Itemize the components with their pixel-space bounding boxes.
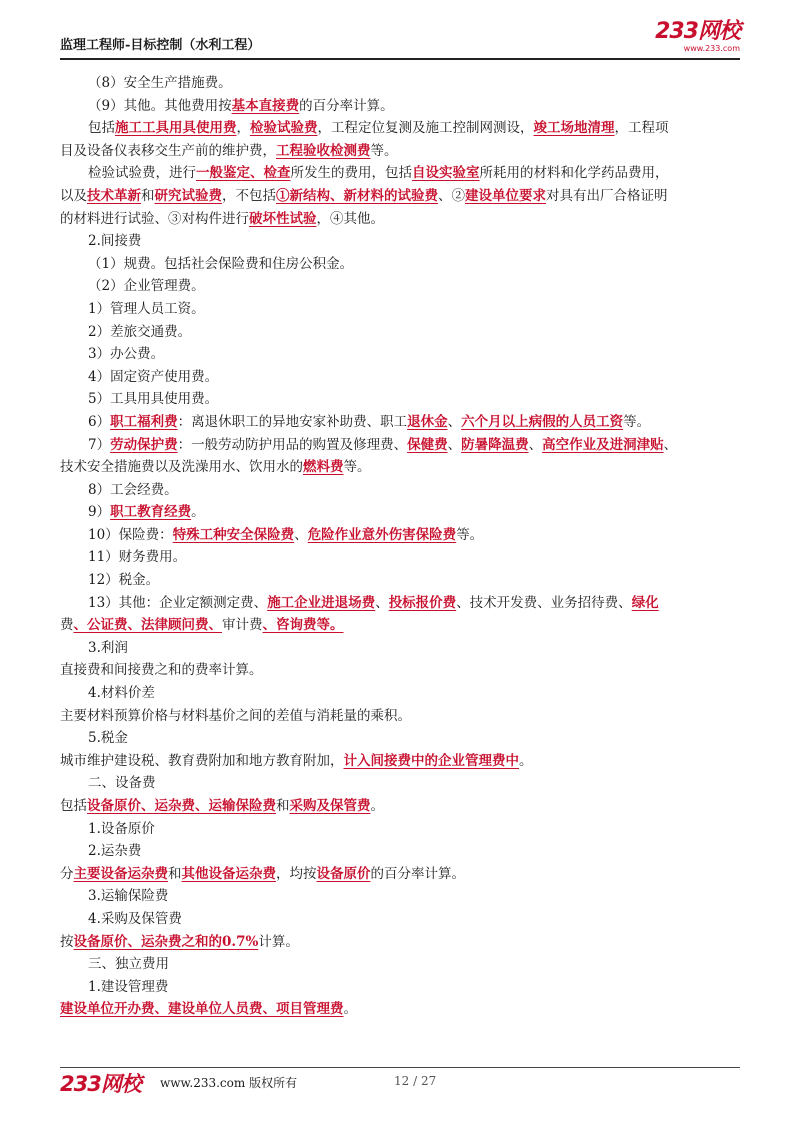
text-segment: 4.采购及保管费 <box>88 910 182 927</box>
brand-logo[interactable] <box>655 20 740 53</box>
highlighted-term: 特殊工种安全保险费 <box>172 526 295 543</box>
text-segment: 5）工具用具使用费。 <box>88 391 219 408</box>
text-segment: 3.运输保险费 <box>88 888 169 905</box>
list-item <box>60 546 740 569</box>
text-segment: 技术安全措施费以及洗澡用水、饮用水的 <box>60 459 303 476</box>
text-segment: 二、设备费 <box>88 775 156 792</box>
text-line <box>60 275 740 298</box>
list-item <box>60 479 740 502</box>
text-segment: （8）安全生产措施费。 <box>88 75 232 91</box>
text-segment: 。 <box>343 1001 357 1018</box>
text-line <box>60 795 740 818</box>
text-segment: 5.税金 <box>88 730 128 747</box>
text-segment: ，④其他。 <box>316 210 384 227</box>
text-segment: 和 <box>168 865 182 882</box>
section-heading <box>60 953 740 976</box>
highlighted-term: ①新结构、新材料的试验费 <box>276 187 438 204</box>
text-segment: 目及设备仪表移交生产前的维护费， <box>60 142 276 159</box>
text-segment: 4.材料价差 <box>88 685 155 702</box>
text-line <box>60 750 740 773</box>
highlighted-term: 、咨询费等。 <box>262 617 344 634</box>
header-divider <box>60 58 740 60</box>
text-segment: 。 <box>191 504 205 521</box>
section-heading <box>60 885 740 908</box>
highlighted-term: 设备原价、运杂费之和的0.7% <box>73 933 259 950</box>
text-segment: 1）管理人员工资。 <box>88 300 205 317</box>
text-segment: 等。 <box>370 142 398 159</box>
text-line <box>60 162 740 185</box>
highlighted-term: 建设单位开办费、建设单位人员费、项目管理费 <box>60 1001 344 1018</box>
document-body <box>60 72 740 1021</box>
text-segment: （1）规费。包括社会保险费和住房公积金。 <box>88 255 354 272</box>
highlighted-term: 高空作业及进洞津贴 <box>542 436 664 453</box>
text-segment: 的材料进行试验、③对构件进行 <box>60 210 249 227</box>
list-item <box>60 434 740 457</box>
text-segment: 、技术开发费、业务招待费、 <box>456 594 632 611</box>
text-segment: 1.设备原价 <box>88 820 155 837</box>
highlighted-term: 施工工具用具使用费 <box>115 120 237 137</box>
list-item <box>60 524 740 547</box>
highlighted-term: 劳动保护费 <box>110 436 178 453</box>
highlighted-term: 燃料费 <box>303 459 344 476</box>
highlighted-term: 设备原价、运杂费、运输保险费 <box>87 798 276 814</box>
text-segment: 分 <box>60 865 74 882</box>
text-segment: ，均按 <box>276 865 317 882</box>
text-segment: 3.利润 <box>88 639 128 656</box>
text-segment: 的百分率计算。 <box>370 865 465 882</box>
text-segment: 包括 <box>88 120 115 137</box>
text-segment: 的百分率计算。 <box>299 97 394 114</box>
text-segment: 11）财务费用。 <box>88 549 187 566</box>
highlighted-term: 、公证费、法律顾问费、 <box>73 617 222 634</box>
text-segment: 主要材料预算价格与材料基价之间的差值与消耗量的乘积。 <box>60 707 411 724</box>
text-segment: 13）其他：企业定额测定费、 <box>88 594 268 611</box>
section-heading <box>60 682 740 705</box>
section-heading <box>60 772 740 795</box>
highlighted-term: 退休金 <box>407 413 448 430</box>
highlighted-term: 技术革新 <box>87 187 141 204</box>
text-segment: 2.间接费 <box>88 233 142 250</box>
text-segment: ，不包括 <box>222 187 276 204</box>
text-segment: 6） <box>88 413 111 430</box>
text-segment: 、 <box>528 436 543 453</box>
highlighted-term: 建设单位要求 <box>465 187 546 204</box>
list-item <box>60 321 740 344</box>
text-line <box>60 253 740 276</box>
highlighted-term: 保健费 <box>407 436 448 453</box>
text-segment: 3）办公费。 <box>88 346 165 363</box>
text-segment: 。 <box>519 752 533 769</box>
text-segment: 按 <box>60 933 74 950</box>
text-line <box>60 95 740 118</box>
text-segment: 计算。 <box>258 933 299 950</box>
text-segment: 直接费和间接费之和的费率计算。 <box>60 662 263 679</box>
text-segment: 包括 <box>60 798 87 814</box>
text-line <box>60 614 740 637</box>
text-segment: 所耗用的材料和化学药品费用， <box>479 165 669 182</box>
highlighted-term: 绿化 <box>631 594 659 611</box>
highlighted-term: 设备原价 <box>316 865 371 882</box>
section-heading <box>60 727 740 750</box>
text-segment: 1.建设管理费 <box>88 978 169 995</box>
footer-logo[interactable]: 233网校 <box>60 1072 141 1096</box>
list-item <box>60 592 740 615</box>
list-item <box>60 411 740 434</box>
highlighted-term: 检验试验费 <box>250 120 318 137</box>
page-header <box>60 18 740 60</box>
highlighted-term: 研究试验费 <box>154 187 222 204</box>
text-segment: 4）固定资产使用费。 <box>88 368 219 385</box>
text-line <box>60 931 740 954</box>
text-segment: 、 <box>447 436 462 453</box>
highlighted-term: 危险作业意外伤害保险费 <box>307 526 457 543</box>
logo-url: www.233.com <box>683 44 740 53</box>
logo-text: 233网校 <box>655 19 740 44</box>
text-segment: 和 <box>276 798 290 814</box>
text-line <box>60 72 740 95</box>
page-footer <box>60 1068 740 1094</box>
highlighted-term: 基本直接费 <box>231 97 300 114</box>
text-segment: 所发生的费用，包括 <box>290 165 412 182</box>
text-line <box>60 998 740 1021</box>
text-segment: 9） <box>88 504 111 521</box>
text-segment: 、 <box>375 594 389 611</box>
text-line <box>60 456 740 479</box>
highlighted-term: 破坏性试验 <box>249 210 317 227</box>
list-item <box>60 298 740 321</box>
text-segment: 三、独立费用 <box>88 956 169 973</box>
highlighted-term: 工程验收检测费 <box>276 142 371 159</box>
highlighted-term: 一般鉴定、检查 <box>196 165 291 182</box>
text-segment: ：一般劳动防护用品的购置及修理费、 <box>177 436 408 453</box>
section-heading <box>60 908 740 931</box>
highlighted-term: 计入间接费中的企业管理费中 <box>343 752 519 769</box>
section-heading <box>60 637 740 660</box>
page-number: 12 / 27 <box>394 1074 437 1088</box>
text-segment: 。 <box>370 798 384 814</box>
text-segment: 等。 <box>623 413 651 430</box>
text-segment: ：离退休职工的异地安家补助费、职工 <box>177 413 408 430</box>
copyright-text: www.233.com 版权所有 <box>160 1076 298 1090</box>
highlighted-term: 防暑降温费 <box>461 436 529 453</box>
text-segment: 12）税金。 <box>88 572 160 589</box>
text-line <box>60 185 740 208</box>
list-item <box>60 501 740 524</box>
text-segment: 、② <box>438 187 465 204</box>
text-segment: 、 <box>294 526 308 543</box>
text-segment: 等。 <box>456 526 484 543</box>
highlighted-term: 投标报价费 <box>388 594 457 611</box>
text-segment: 和 <box>141 187 155 204</box>
text-line <box>60 208 740 231</box>
document-title: 监理工程师-目标控制（水利工程） <box>60 38 261 53</box>
text-line <box>60 117 740 140</box>
list-item <box>60 366 740 389</box>
text-line <box>60 659 740 682</box>
highlighted-term: 六个月以上病假的人员工资 <box>461 413 624 430</box>
text-segment: 8）工会经费。 <box>88 481 178 498</box>
section-heading <box>60 230 740 253</box>
highlighted-term: 职工福利费 <box>110 413 178 430</box>
text-segment: 审计费 <box>222 617 263 634</box>
text-segment: 7） <box>88 436 111 453</box>
text-segment: 检验试验费，进行 <box>88 165 196 182</box>
text-segment: （9）其他。其他费用按 <box>88 97 232 114</box>
list-item <box>60 569 740 592</box>
text-segment: 对具有出厂合格证明 <box>546 187 668 204</box>
text-segment: 2.运杂费 <box>88 843 142 860</box>
text-segment: 费 <box>60 617 74 634</box>
text-segment: 、 <box>447 413 462 430</box>
list-item <box>60 388 740 411</box>
text-segment: 、 <box>663 436 678 453</box>
highlighted-term: 竣工场地清理 <box>533 120 615 137</box>
text-line <box>60 863 740 886</box>
section-heading <box>60 976 740 999</box>
section-heading <box>60 840 740 863</box>
highlighted-term: 施工企业进退场费 <box>267 594 376 611</box>
highlighted-term: 主要设备运杂费 <box>73 865 168 882</box>
text-segment: 城市维护建设税、教育费附加和地方教育附加， <box>60 752 344 769</box>
text-segment: （2）企业管理费。 <box>88 278 205 295</box>
section-heading <box>60 818 740 841</box>
text-segment: 10）保险费： <box>88 526 173 543</box>
text-segment: ， <box>236 120 250 137</box>
text-segment: ，工程定位复测及施工控制网测设， <box>317 120 534 137</box>
highlighted-term: 其他设备运杂费 <box>181 865 276 882</box>
text-segment: 等。 <box>343 459 371 476</box>
list-item <box>60 343 740 366</box>
text-segment: 以及 <box>60 187 87 204</box>
highlighted-term: 采购及保管费 <box>289 798 371 814</box>
text-line <box>60 140 740 163</box>
text-segment: 2）差旅交通费。 <box>88 323 192 340</box>
text-segment: ，工程项 <box>614 120 669 137</box>
text-line <box>60 705 740 728</box>
highlighted-term: 自设实验室 <box>412 165 480 182</box>
highlighted-term: 职工教育经费 <box>110 504 192 521</box>
